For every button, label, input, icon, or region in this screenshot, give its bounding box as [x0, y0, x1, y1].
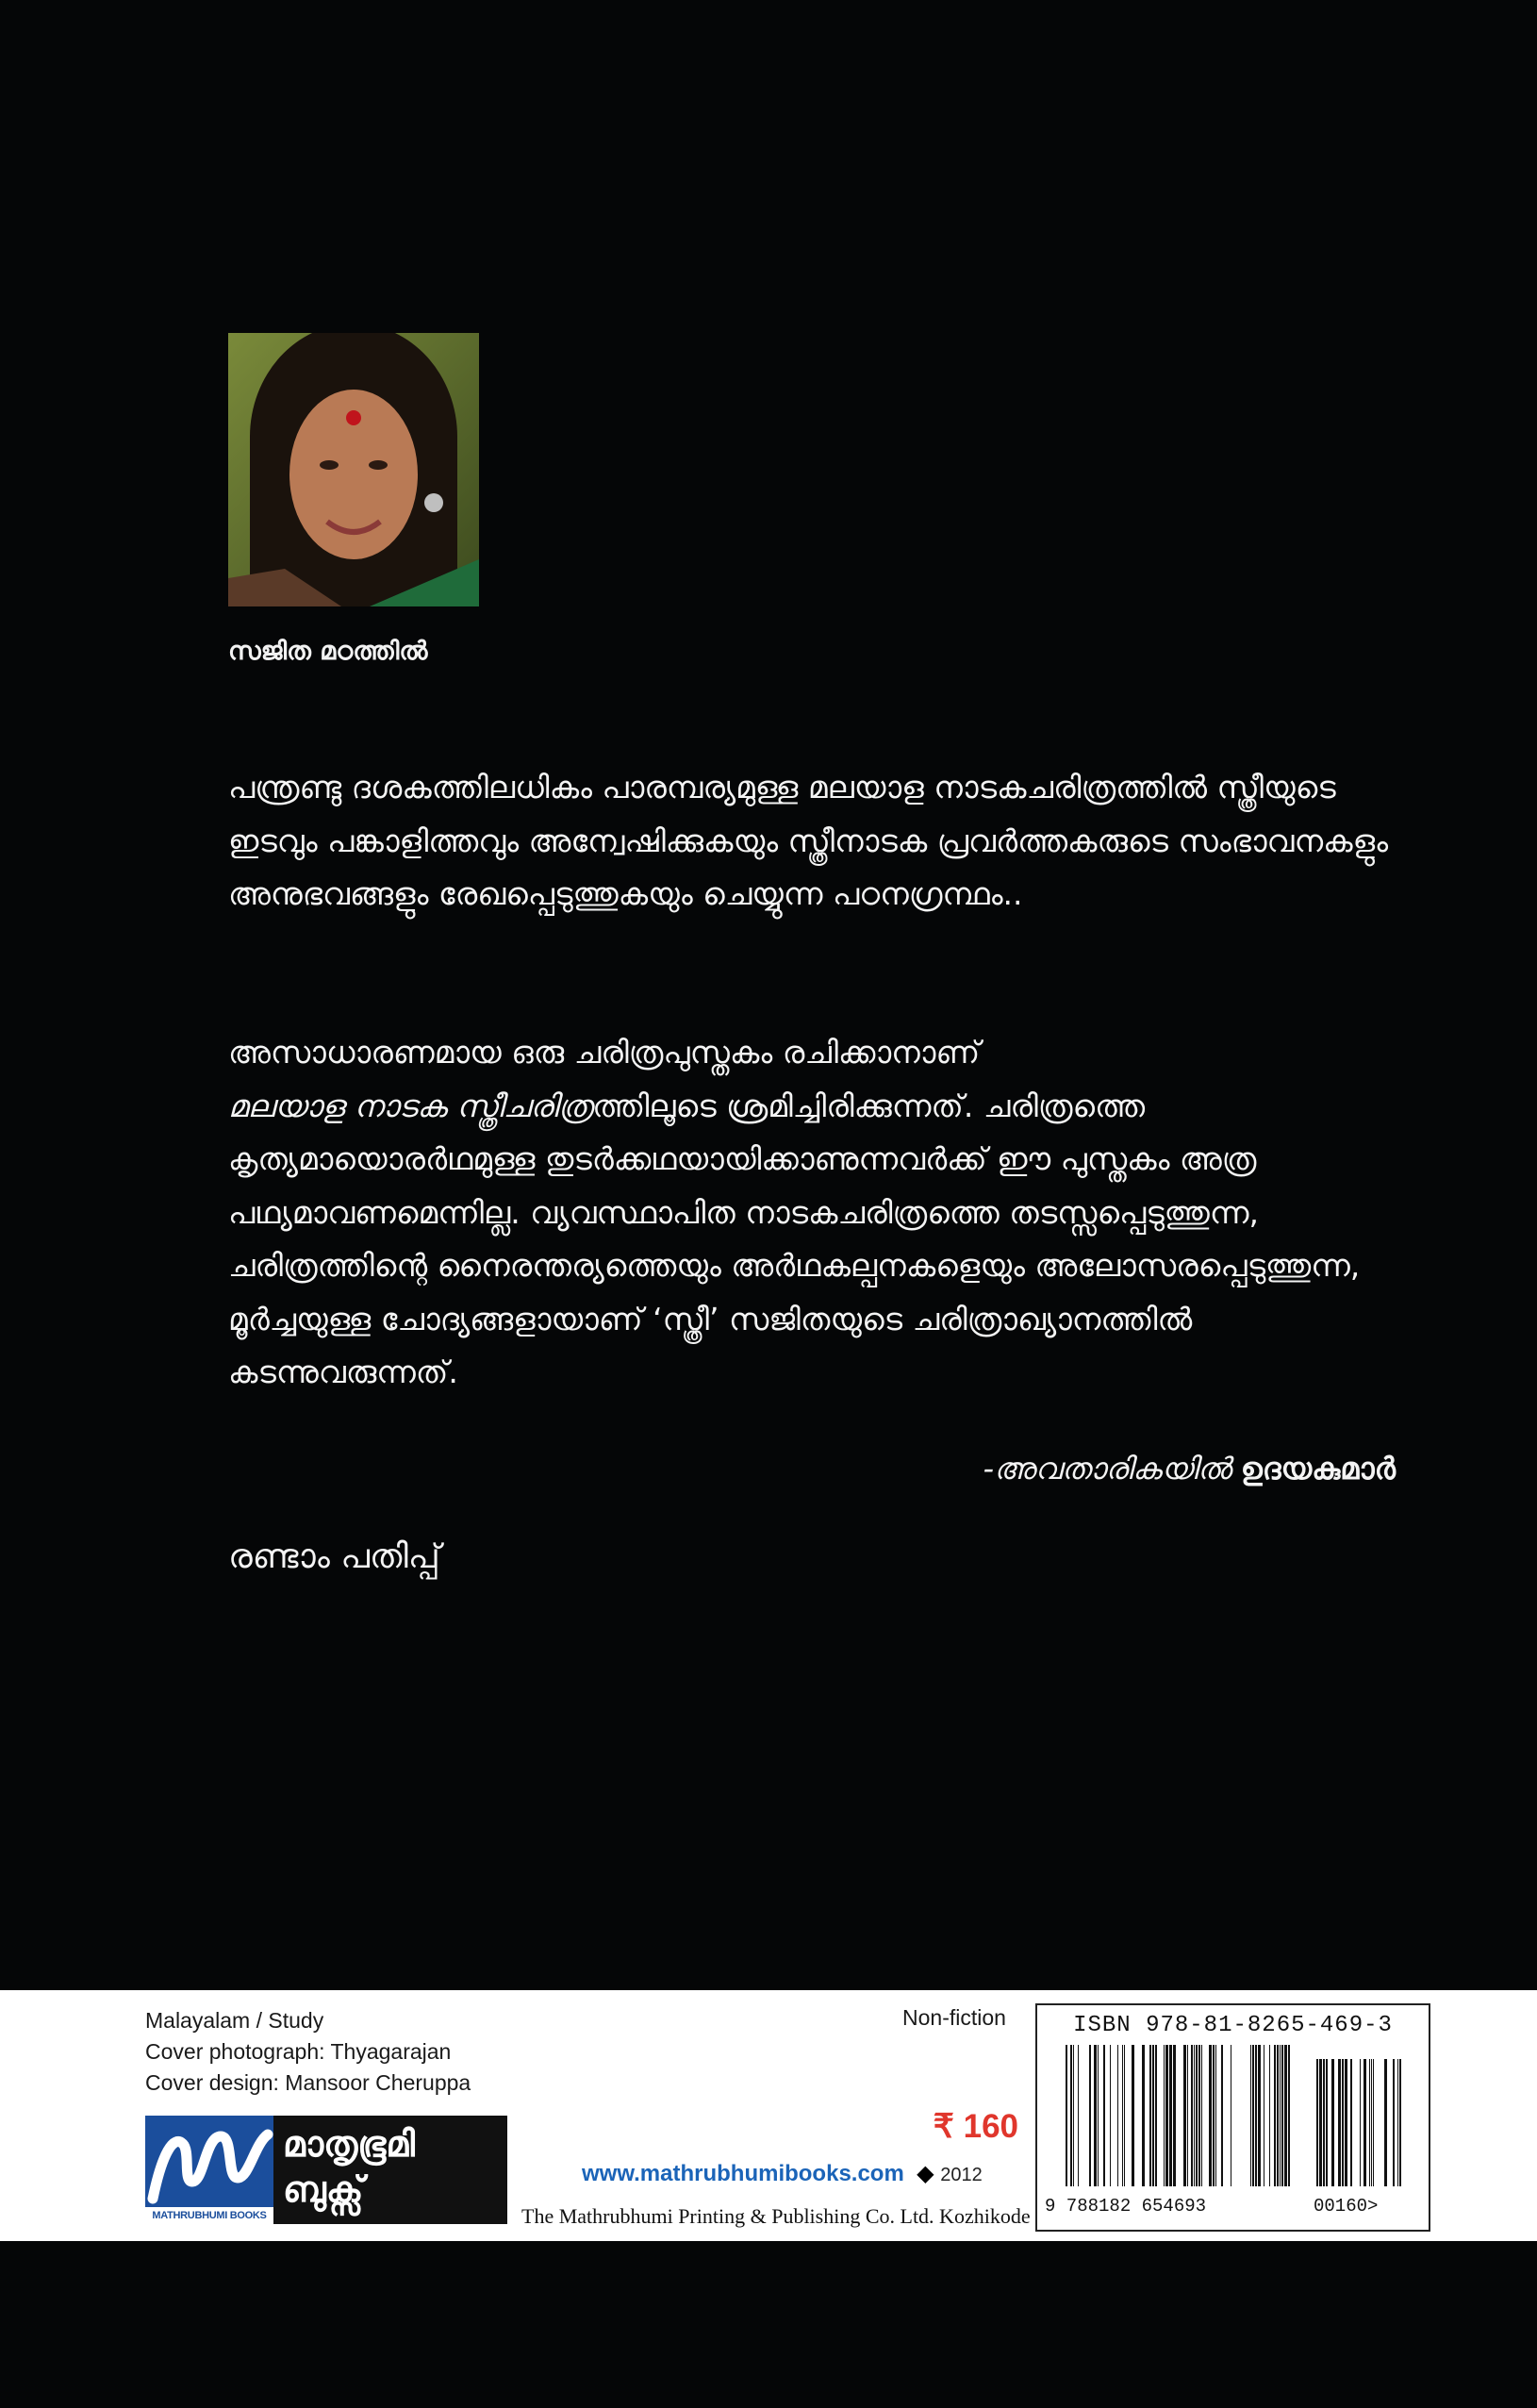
barcode-addon-digits: 00160> — [1314, 2196, 1379, 2217]
attribution-name: ഉദയകുമാർ — [1240, 1451, 1396, 1486]
blurb-body: ത്തിലൂടെ ശ്രമിച്ചിരിക്കുന്നത്. ചരിത്രത്തെ കൃത്യമായൊരർഥമുള്ള തുടർക്കഥയായിക്കാണുന്നവർക്ക് ഈ പുസ്തകം അത്ര പഥ്യമാവണമെന്നില്ല. വ്യവസ്ഥാപിത നാടകചരിത്രത്തെ തടസ്സപ്പെടുത്തുന്ന, ചരിത്രത്തിന്റെ നൈരന്തര്യത്തെയും അർഥകല്പനകളെയും അലോസരപ്പെടുത്തുന്ന, മൂർച്ചയുള്ള ചോദ്യങ്ങളായാണ് ‘സ്ത്രീ’ സജിതയുടെ ചരിത്രാഖ്യാനത്തിൽ കടന്നുവരുന്നത്. — [228, 1087, 1361, 1390]
barcode-main-digits: 9 788182 654693 — [1045, 2196, 1207, 2217]
logo-line-1: മാതൃഭൂമി — [283, 2123, 415, 2165]
design-credit: Cover design: Mansoor Cheruppa — [145, 2070, 471, 2095]
publisher-name: The Mathrubhumi Printing & Publishing Co. Ltd. Kozhikode — [521, 2204, 1031, 2228]
book-title-italic: മലയാള നാടക സ്ത്രീചരിത്ര — [228, 1087, 593, 1124]
logo-line-2: ബുക്സ് — [283, 2168, 364, 2210]
author-name: സജിത മഠത്തിൽ — [228, 637, 428, 666]
bottom-band — [0, 2241, 1537, 2408]
author-photo — [228, 333, 479, 606]
barcode-icon — [1060, 2045, 1409, 2196]
attribution-source: -അവതാരികയിൽ — [983, 1451, 1231, 1486]
publisher-logo — [145, 2116, 507, 2224]
category-label: Malayalam / Study — [145, 2008, 324, 2033]
blurb-attribution — [983, 1451, 1396, 1487]
year-label: 2012 — [940, 2165, 983, 2185]
blurb-paragraph-1: പന്ത്രണ്ടു ദശകത്തിലധികം പാരമ്പര്യമുള്ള മലയാള നാടകചരിത്രത്തിൽ സ്ത്രീയുടെ ഇടവും പങ്കാളിത്തവും അന്വേഷിക്കുകയും സ്ത്രീനാടക പ്രവർത്തകരുടെ സംഭാവനകളും അനുഭവങ്ങളും രേഖപ്പെടുത്തുകയും ചെയ്യുന്ന പഠനഗ്രന്ഥം.. — [228, 769, 1389, 912]
photo-credit: Cover photograph: Thyagarajan — [145, 2039, 452, 2064]
logo-m-icon — [145, 2116, 273, 2224]
edition-label: രണ്ടാം പതിപ്പ് — [228, 1537, 440, 1576]
blurb-intro: അസാധാരണമായ ഒരു ചരിത്രപുസ്തകം രചിക്കാനാണ് — [228, 1034, 981, 1071]
credits-block — [145, 2005, 471, 2099]
website-row — [582, 2160, 983, 2187]
diamond-icon: ◆ — [917, 2161, 934, 2186]
price-label: ₹ 160 — [933, 2108, 1018, 2145]
blurb-paragraph-2 — [228, 1026, 1397, 1400]
logo-tag: MATHRUBHUMI BOOKS — [145, 2207, 273, 2224]
website-link[interactable]: www.mathrubhumibooks.com — [582, 2161, 904, 2186]
isbn-number: ISBN 978-81-8265-469-3 — [1073, 2013, 1393, 2038]
genre-label: Non-fiction — [902, 2005, 1006, 2030]
logo-wordmark — [273, 2116, 507, 2224]
isbn-barcode-box — [1035, 2003, 1430, 2232]
